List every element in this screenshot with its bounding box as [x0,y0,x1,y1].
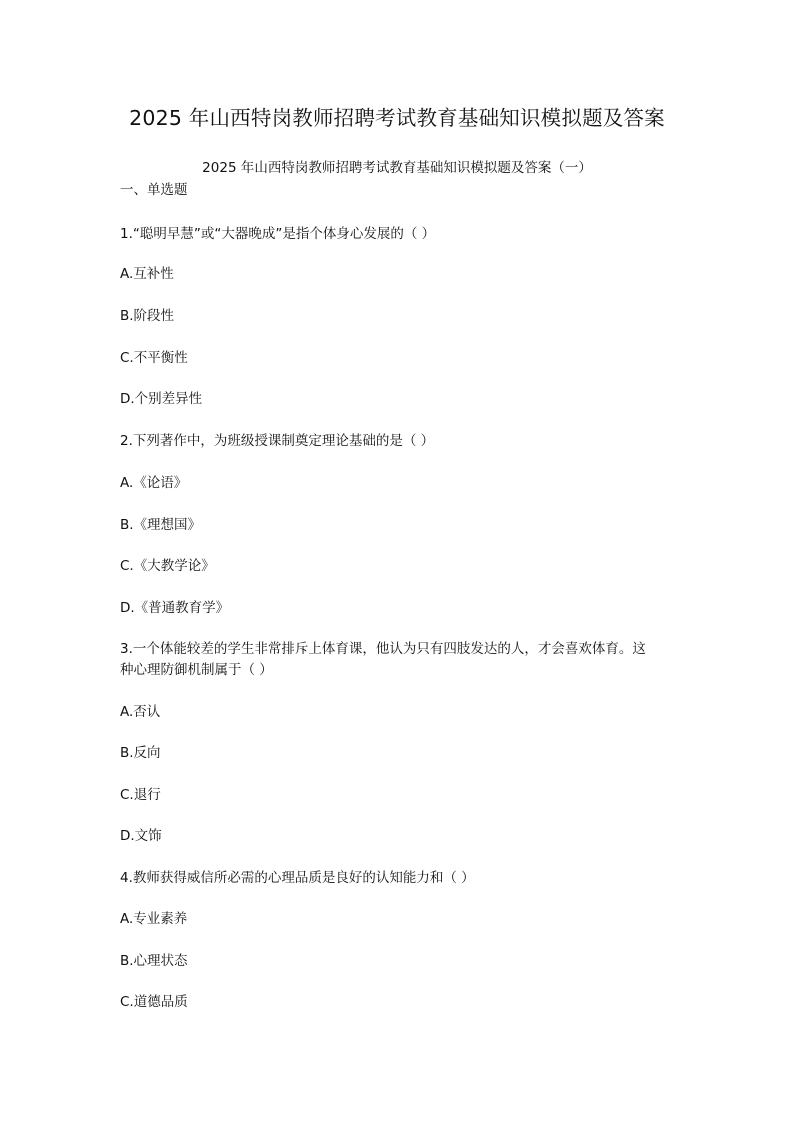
question-3-stem-line-2: 种心理防御机制属于（ ） [120,662,273,678]
question-3-option-c: C.退行 [120,787,161,803]
question-1-option-a: A.互补性 [120,266,174,282]
question-1-option-b: B.阶段性 [120,308,175,324]
question-4-option-a: A.专业素养 [120,911,188,927]
question-2-option-c: C.《大教学论》 [120,558,215,574]
question-3-stem-line-1: 3.一个体能较差的学生非常排斥上体育课，他认为只有四肢发达的人，才会喜欢体育。这 [120,641,646,657]
question-4-option-c: C.道德品质 [120,994,188,1010]
question-1-option-d: D.个别差异性 [120,391,203,407]
document-subtitle: 2025 年山西特岗教师招聘考试教育基础知识模拟题及答案（一） [202,160,592,176]
question-3-option-b: B.反向 [120,745,161,761]
question-4-stem: 4.教师获得威信所必需的心理品质是良好的认知能力和（ ） [120,870,475,886]
question-3-option-a: A.否认 [120,704,161,720]
question-2-stem: 2.下列著作中，为班级授课制奠定理论基础的是（ ） [120,433,435,449]
document-title: 2025 年山西特岗教师招聘考试教育基础知识模拟题及答案 [129,106,665,130]
question-1-stem: 1.“聪明早慧”或“大器晚成”是指个体身心发展的（ ） [120,226,436,242]
question-2-option-b: B.《理想国》 [120,517,202,533]
question-2-option-a: A.《论语》 [120,475,188,491]
question-3-option-d: D.文饰 [120,828,162,844]
section-heading: 一、单选题 [120,182,188,198]
question-2-option-d: D.《普通教育学》 [120,600,230,616]
question-4-option-b: B.心理状态 [120,953,188,969]
question-1-option-c: C.不平衡性 [120,350,188,366]
